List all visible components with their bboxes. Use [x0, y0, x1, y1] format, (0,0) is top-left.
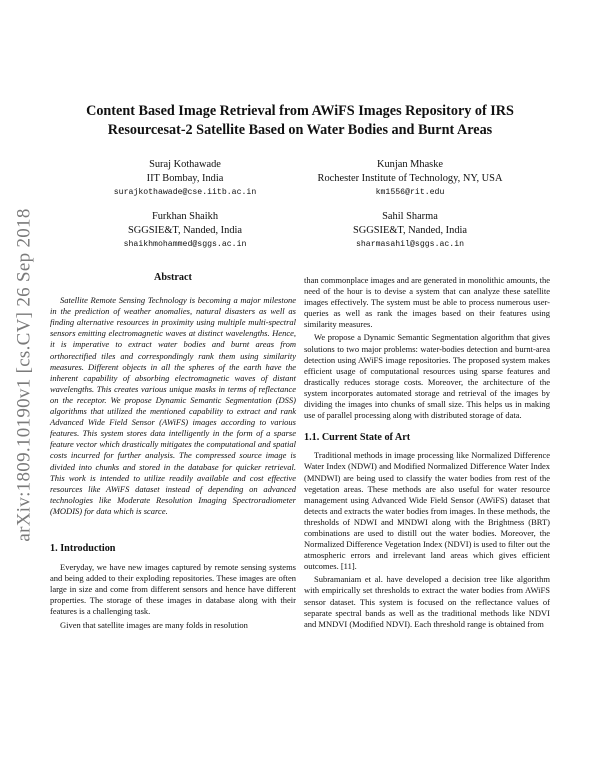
intro-paragraph-1: Everyday, we have new images captured by remote sensing systems and being added to their exploding repositories. These images are often large in size and come from different sensors and hence have different properties. The storage of these images in database along with their features is a challenging task. — [50, 562, 296, 617]
author-affiliation: Rochester Institute of Technology, NY, USA — [317, 173, 503, 184]
right-column — [304, 275, 550, 630]
author-email[interactable]: sharmasahil@sggs.ac.in — [355, 240, 465, 249]
author-email[interactable]: km1556@rit.edu — [375, 188, 445, 197]
author-name: Sahil Sharma — [382, 211, 438, 222]
state-of-art-heading: 1.1. Current State of Art — [304, 432, 411, 444]
author-name: Suraj Kothawade — [149, 159, 221, 170]
author-affiliation: IIT Bombay, India — [146, 173, 224, 184]
intro-paragraph-3: We propose a Dynamic Semantic Segmentation algorithm that gives solutions to two major problems: water-bodies detection and burnt-area detection using AWiFS image repositories. The proposed system makes efficient usage of computational resources using sparse features and drastically reduces storage costs. Moreover, the architecture of the system incorporates automated storage and retrieval of the images by dividing the images into chunks of small size. This helps us in making use of parallel processing along with distributed storage of data. — [304, 332, 550, 421]
arxiv-stamp — [14, 210, 36, 540]
author-block-4 — [300, 210, 520, 252]
state-of-art-paragraph-1: Traditional methods in image processing like Normalized Difference Water Index (NDWI) and Modified Normalized Difference Water Index (MNDWI) are being used to classify the water bodies from rest of the vegetation areas. These methods are also useful for water resource management using Advanced Wide Field Sensor (AWiFS) dataset that detects and extracts the water bodies from images. In these methods, the thresholds of NDWI and MNDWI along with the Brightness (BRT) combinations are used to distill out the water bodies. Moreover, the Normalized Difference Vegetation Index (NDVI) is used to filter out the atmospheric errors and irrelevant land areas which gives efficient outcomes. [11]. — [304, 450, 550, 572]
title-line-2: Resourcesat-2 Satellite Based on Water Bodies and Burnt Areas — [107, 122, 493, 138]
left-column — [50, 272, 296, 631]
author-name: Kunjan Mhaske — [376, 159, 444, 170]
author-email[interactable]: shaikhmohammed@sggs.ac.in — [123, 240, 247, 249]
state-of-art-paragraph-2: Subramaniam et al. have developed a decision tree like algorithm with empirically set thresholds to extract the water bodies from AWiFS sensor dataset. This system is focused on the reflectance values of separate spectral bands as well as the traditional methods like NDVI and MNDVI (Modified NDVI). Each threshold range is obtained from — [304, 574, 550, 629]
introduction-heading: 1. Introduction — [50, 542, 116, 554]
author-affiliation: SGGSIE&T, Nanded, India — [352, 225, 468, 236]
arxiv-id: arXiv:1809.10190v1 [cs.CV] 26 Sep 2018 — [14, 208, 36, 542]
intro-paragraph-2: Given that satellite images are many folds in resolution — [60, 619, 248, 630]
author-name: Furkhan Shaikh — [151, 211, 219, 222]
paper-title — [60, 102, 540, 140]
abstract-text: Satellite Remote Sensing Technology is becoming a major milestone in the prediction of weather anomalies, natural disasters as well as finding alternative resources in proximity using multiple multi-spectral sensors emitting electromagnetic waves at distinct wavelengths. Hence, it is imperative to extract water bodies and burnt areas from orthorectified tiles and correspondingly rank them using similarity measures. Different objects in all the spheres of the earth have the inherent capability of absorbing electromagnetic waves of distant wavelengths. This creates various unique masks in terms of reflectance on the receptor. We propose Dynamic Semantic Segmentation (DSS) algorithms that utilized the mentioned capability to extract and rank Advanced Wide Field Sensor (AWiFS) images according to various features. This system stores data intelligently in the form of a sparse feature vector which drastically mitigates the computational and spatial costs incurred for further analysis. The compressed source image is divided into chunks and stored in the database for quicker retrieval. This work is intended to utilize readily available and cost effective resources like AWiFS dataset instead of depending on advanced technologies like Moderate Resolution Imaging Spectroradiometer (MODIS) for data which is scarce. — [50, 295, 296, 516]
author-block-1 — [95, 158, 275, 200]
abstract-heading: Abstract — [154, 272, 192, 283]
intro-paragraph-2-continued: than commonplace images and are generated in monolithic amounts, the need of the hour is to devise a system that can analyze these satellite images effectively. The system must be able to process numerous user-queries as well as rank the images based on their features using similarity measures. — [304, 275, 550, 330]
author-affiliation: SGGSIE&T, Nanded, India — [127, 225, 243, 236]
author-email[interactable]: surajkothawade@cse.iitb.ac.in — [113, 188, 257, 197]
title-line-1: Content Based Image Retrieval from AWiFS Images Repository of IRS — [86, 103, 514, 119]
author-block-2 — [285, 158, 535, 200]
author-block-3 — [100, 210, 270, 252]
